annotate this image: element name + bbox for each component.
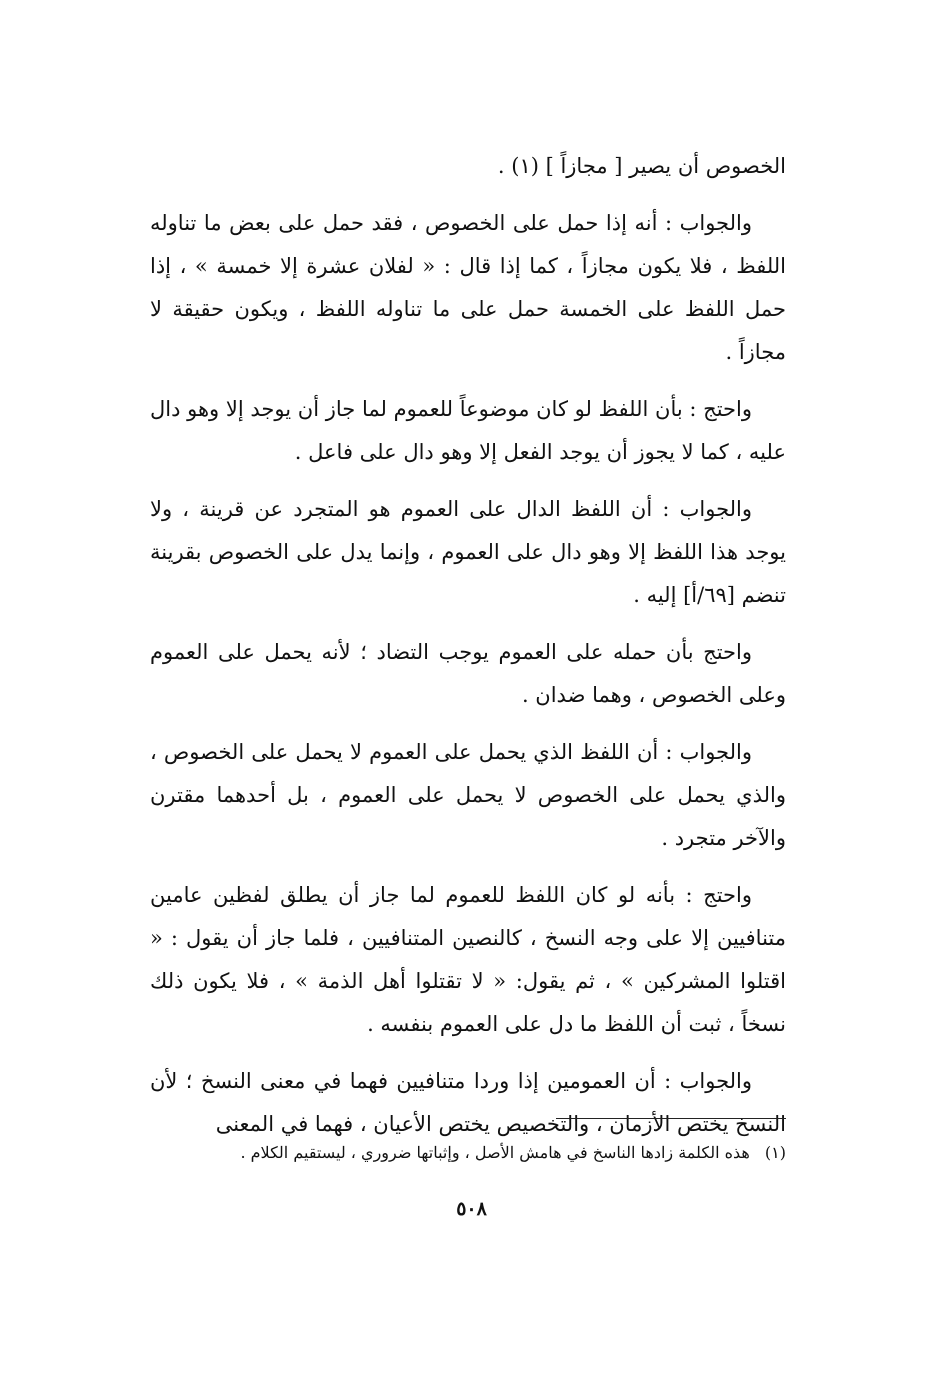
- footnote: [150, 1138, 786, 1168]
- paragraph-5: واحتج بأن حمله على العموم يوجب التضاد ؛ لأنه يحمل على العموم وعلى الخصوص ، وهما ضدان .: [150, 640, 786, 707]
- paragraph-6: والجواب : أن اللفظ الذي يحمل على العموم لا يحمل على الخصوص ، والذي يحمل على الخصوص لا يحمل على العموم ، بل أحدهما مقترن والآخر متجرد .: [150, 740, 786, 850]
- footnote-divider: [556, 1118, 786, 1119]
- footnote-text: هذه الكلمة زادها الناسخ في هامش الأصل ، وإثباتها ضروري ، ليستقيم الكلام .: [240, 1143, 750, 1162]
- paragraph-1: الخصوص أن يصير [ مجازاً ] (١) .: [497, 154, 786, 178]
- paragraph-3: واحتج : بأن اللفظ لو كان موضوعاً للعموم لما جاز أن يوجد إلا وهو دال عليه ، كما لا يجوز أن يوجد الفعل إلا وهو دال على فاعل .: [150, 397, 786, 464]
- main-text: [150, 145, 786, 1160]
- paragraph-7: واحتج : بأنه لو كان اللفظ للعموم لما جاز أن يطلق لفظين عامين متنافيين إلا على وجه النسخ ، كالنصين المتنافيين ، فلما جاز أن يقول : « اقتلوا المشركين » ، ثم يقول: « لا تقتلوا أهل الذمة » ، فلا يكون ذلك نسخاً ، ثبت أن اللفظ ما دل على العموم بنفسه .: [150, 883, 786, 1036]
- paragraph-8: والجواب : أن العمومين إذا وردا متنافيين فهما في معنى النسخ ؛ لأن النسخ يختص الأزمان ، والتخصيص يختص الأعيان ، فهما في المعنى: [150, 1069, 786, 1136]
- page-number: ٥٠٨: [456, 1198, 487, 1220]
- paragraph-4: والجواب : أن اللفظ الدال على العموم هو المتجرد عن قرينة ، ولا يوجد هذا اللفظ إلا وهو دال على العموم ، وإنما يدل على الخصوص بقرينة تنضم [٦٩/أ] إليه .: [150, 497, 786, 607]
- paragraph-2: والجواب : أنه إذا حمل على الخصوص ، فقد حمل على بعض ما تناوله اللفظ ، فلا يكون مجازاً ، كما إذا قال : « لفلان عشرة إلا خمسة » ، إذا حمل اللفظ على الخمسة حمل على ما تناوله اللفظ ، ويكون حقيقة لا مجازاً .: [150, 211, 786, 364]
- footnote-number: (١): [764, 1143, 786, 1162]
